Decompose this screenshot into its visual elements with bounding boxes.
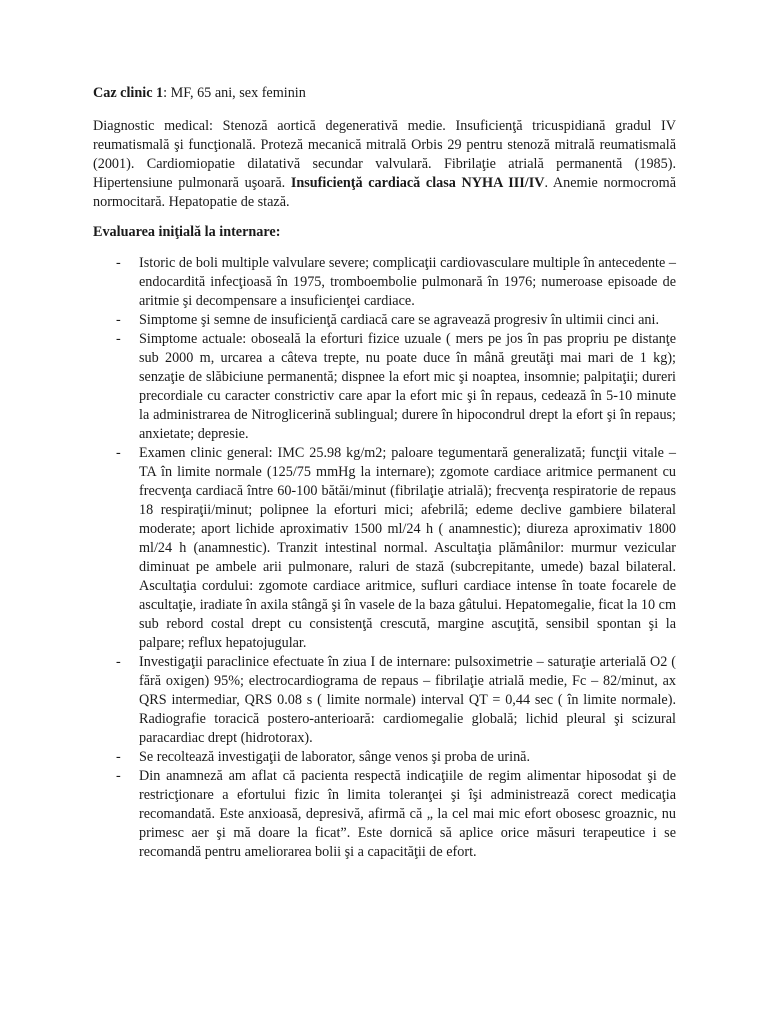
- diagnostic-text-part1: Diagnostic medical: Stenoză aortică degenerativă medie. Insuficienţă tricuspidiană gradul IV reumatismală şi funcţională. Proteză mecanică mitrală Orbis 29 pentru stenoză mitrală reumatismală (2001). Cardiomiopatie dilatativă secundar valvulară. Fibrilaţie atrială permanentă (1985). Hipertensiune pulmonară uşoară.: [93, 118, 676, 191]
- list-item-text: Istoric de boli multiple valvulare severe; complicaţii cardiovasculare multiple în antecedente – endocardită infecţioasă în 1975, tromboembolie pulmonară în 1976; numeroase episoade de aritmie şi decompensare a insuficienţei cardiace.: [139, 255, 676, 309]
- bullet-dash: -: [116, 312, 121, 328]
- bullet-dash: -: [116, 654, 121, 670]
- bullet-dash: -: [116, 445, 121, 461]
- list-item: [93, 444, 676, 653]
- list-item-text: Investigaţii paraclinice efectuate în ziua I de internare: pulsoximetrie – saturaţie arterială O2 ( fără oxigen) 95%; electrocardiograma de repaus – fibrilaţie atrială medie, Fc – 82/minut, ax QRS intermediar, QRS 0.08 s ( limite normale) interval QT = 0,44 sec ( în limite normale). Radiografie toracică postero-anterioară: cardiomegalie globală; lichid pleural şi scizural paracardiac drept (hidrotorax).: [139, 654, 676, 746]
- document-page: [93, 84, 676, 862]
- list-item: [93, 748, 676, 767]
- evaluation-heading: Evaluarea iniţială la internare:: [93, 224, 281, 240]
- case-title: [93, 84, 676, 103]
- list-item-text: Simptome şi semne de insuficienţă cardiacă care se agravează progresiv în ultimii cinci ani.: [139, 312, 660, 328]
- case-title-label: Caz clinic 1: [93, 85, 164, 101]
- list-item: [93, 311, 676, 330]
- bullet-dash: -: [116, 749, 121, 765]
- case-title-details: : MF, 65 ani, sex feminin: [163, 85, 306, 101]
- list-item: [93, 653, 676, 748]
- diagnostic-paragraph: [93, 117, 676, 212]
- list-item-text: Se recoltează investigaţii de laborator, sânge venos şi proba de urină.: [139, 749, 531, 765]
- list-item: [93, 767, 676, 862]
- diagnostic-text-part2: . Anemie normocromă normocitară. Hepatopatie de stază.: [93, 175, 676, 210]
- list-item-text: Simptome actuale: oboseală la eforturi fizice uzuale ( mers pe jos în pas propriu pe distanţe sub 2000 m, urcarea a câteva trepte, nu poate duce în mână greutăţi mai mari de 1 kg); senzaţie de slăbiciune permanentă; dispnee la efort mic şi noaptea, insomnie; palpitaţii; dureri precordiale cu caracter constrictiv care apar la efort mic şi în repaus, cedează în 5-10 minute la administrarea de Nitroglicerină sublingual; durere în hipocondrul drept la efort şi în repaus; anxietate; depresie.: [139, 331, 676, 442]
- evaluation-list: [93, 254, 676, 862]
- list-item-text: Examen clinic general: IMC 25.98 kg/m2; paloare tegumentară generalizată; funcţii vitale – TA în limite normale (125/75 mmHg la internare); zgomote cardiace aritmice permanent cu frecvenţa cardiacă între 60-100 bătăi/minut (fibrilaţie atrială); frecvenţa respiratorie de repaus 18 respiraţii/minut; polipnee la eforturi mici; afebrilă; edeme declive gambiere bilateral moderate; aport lichide aproximativ 1500 ml/24 h ( anamnestic); diureza aproximativ 1800 ml/24 h (anamnestic). Tranzit intestinal normal. Ascultaţia plămânilor: murmur vezicular diminuat pe ambele arii pulmonare, raluri de stază (subcrepitante, umede) bazal bilateral. Ascultaţia cordului: zgomote cardiace aritmice, sufluri cardiace intense în toate focarele de ascultaţie, iradiate în axila stângă şi în vasele de la baza gâtului. Hepatomegalie, ficat la 10 cm sub rebord costal drept cu consistenţă crescută, margine ascuţită, sensibil spontan şi la palpare; reflux hepatojugular.: [139, 445, 676, 651]
- list-item: [93, 330, 676, 444]
- diagnostic-highlight: Insuficienţă cardiacă clasa NYHA III/IV: [290, 175, 545, 191]
- list-item: [93, 254, 676, 311]
- bullet-dash: -: [116, 768, 121, 784]
- bullet-dash: -: [116, 255, 121, 271]
- list-item-text: Din anamneză am aflat că pacienta respectă indicaţiile de regim alimentar hiposodat şi de restricţionare a efortului fizic în limita toleranţei şi îşi administrează corect medicaţia recomandată. Este anxioasă, depresivă, afirmă că „ la cel mai mic efort obosesc groaznic, nu primesc aer şi mă doare la ficat”. Este dornică să aplice orice măsuri terapeutice i se recomandă pentru ameliorarea bolii şi a capacităţii de efort.: [139, 768, 676, 860]
- bullet-dash: -: [116, 331, 121, 347]
